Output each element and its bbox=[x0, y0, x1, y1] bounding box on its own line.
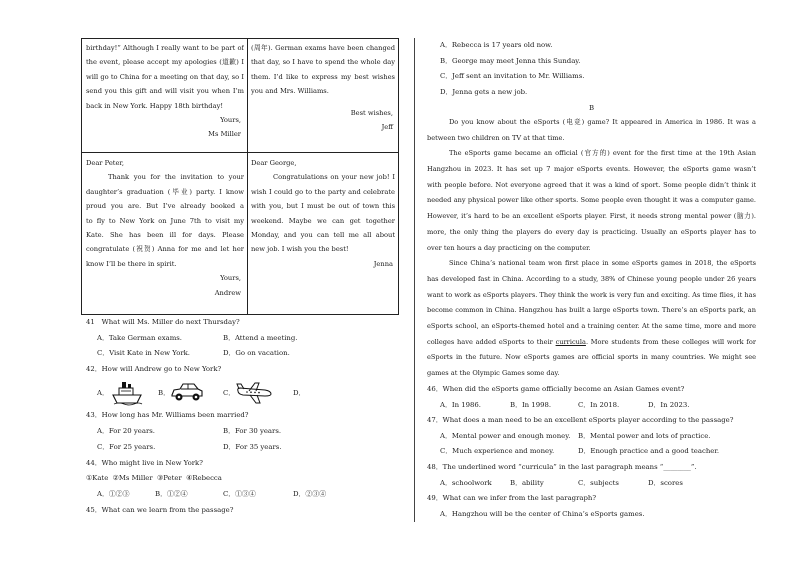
underlined-word-curricula: curricula bbox=[555, 337, 586, 346]
question-41-option-b[interactable]: B．Attend a meeting. bbox=[223, 334, 298, 342]
text-line: back in New York. Happy 18th birthday! bbox=[86, 101, 224, 110]
question-46-option-d[interactable]: D．In 2023. bbox=[648, 401, 690, 409]
passage-b-label: B bbox=[589, 104, 595, 112]
question-43-option-b[interactable]: B．For 30 years. bbox=[223, 427, 282, 435]
paragraph-3-line: eSports in the future. Now eSports games are official sports in many countries. We might see bbox=[427, 353, 756, 362]
text-line: you and Mrs. Williams. bbox=[251, 87, 329, 96]
question-44-option-d[interactable]: D．②③④ bbox=[293, 490, 327, 498]
question-45-stem: 45．What can we learn from the passage? bbox=[86, 506, 234, 514]
question-48-stem: 48．The underlined word “curricula” in the last paragraph means “________”. bbox=[427, 463, 697, 471]
text-line: send you this gift and will visit you when I’m bbox=[86, 87, 244, 96]
question-41-option-d[interactable]: D．Go on vacation. bbox=[223, 349, 290, 357]
question-45-option-a[interactable]: A．Rebecca is 17 years old now. bbox=[440, 41, 553, 49]
question-46-stem: 46．When did the eSports game officially become an Asian Games event? bbox=[427, 385, 685, 393]
text-run: colleges have added eSports to their bbox=[427, 337, 553, 346]
paragraph-2-line: more, the only thing the players do every day is practicing. Usually an eSports player has to bbox=[427, 227, 756, 236]
text-line: congratulate (祝贺) Anna for me and let her bbox=[86, 245, 244, 254]
letter-signature: Ms Miller bbox=[208, 130, 241, 139]
letter-signature: Jenna bbox=[373, 259, 393, 268]
table-vertical-rule bbox=[247, 39, 248, 314]
question-49-stem: 49．What can we infer from the last paragraph? bbox=[427, 494, 597, 502]
question-45-option-b[interactable]: B．George may meet Jenna this Sunday. bbox=[440, 57, 581, 65]
letter-cell-jeff bbox=[251, 41, 395, 134]
question-48-option-d[interactable]: D．scores bbox=[648, 479, 683, 487]
question-47-option-b[interactable]: B．Mental power and lots of practice. bbox=[578, 432, 711, 440]
passage-b-body bbox=[427, 115, 756, 382]
paragraph-2-line: Hangzhou in 2023. It has set up 7 major eSports events. However, the eSports game wasn’t bbox=[427, 165, 756, 174]
paragraph-3-line: become common in China. Hangzhou has built a large eSports town. There’s an eSports park, an bbox=[427, 306, 756, 315]
column-divider bbox=[414, 38, 415, 522]
letter-cell-jenna bbox=[251, 156, 395, 271]
question-48-option-c[interactable]: C．subjects bbox=[578, 479, 619, 487]
letter-cell-andrew bbox=[86, 156, 244, 300]
text-line: Thank you for the invitation to your bbox=[108, 173, 244, 182]
question-41-option-a[interactable]: A．Take German exams. bbox=[97, 334, 182, 342]
text-line: Monday, and you can tell me all about bbox=[251, 230, 395, 239]
paragraph-2-line: with people before. Not everyone agreed that it was a kind of sport. Some people didn’t think it bbox=[427, 180, 756, 189]
paragraph-2-line: over ten hours a day practicing on the computer. bbox=[427, 243, 591, 252]
text-line: wish I could go to the party and celebrate bbox=[251, 187, 395, 196]
question-47-stem: 47．What does a man need to be an excellent eSports player according to the passage? bbox=[427, 416, 734, 424]
text-line: (周年). German exams have been changed bbox=[251, 44, 395, 52]
paragraph-1-line: Do you know about the eSports (电竞) game? It appeared in America in 1986. It was a bbox=[449, 118, 756, 126]
text-line: weekend. Maybe we can get together bbox=[251, 216, 395, 225]
paragraph-1-line: between two children on TV at that time. bbox=[427, 133, 565, 142]
text-line: Kate. She has been ill for days. Please bbox=[86, 230, 244, 239]
paragraph-3-line: want to work as eSports players. They think the work is very fun and exciting. As time flies, it has bbox=[427, 290, 756, 299]
question-47-option-d[interactable]: D．Enough practice and a good teacher. bbox=[578, 447, 720, 455]
question-48-option-b[interactable]: B．ability bbox=[510, 479, 544, 487]
question-43-option-c[interactable]: C．For 25 years. bbox=[97, 443, 156, 451]
question-41-stem: 41 What will Ms. Miller do next Thursday? bbox=[86, 318, 240, 326]
text-line: to fly to New York on June 7th to visit my bbox=[86, 216, 244, 225]
question-42-option-d[interactable]: D． bbox=[293, 389, 306, 397]
question-42-option-b[interactable]: B． bbox=[158, 389, 170, 397]
text-line: them. I’d like to express my best wishes bbox=[251, 72, 395, 81]
question-43-stem: 43．How long has Mr. Williams been married? bbox=[86, 411, 249, 419]
question-44-option-c[interactable]: C．①③④ bbox=[223, 490, 256, 498]
car-icon bbox=[170, 381, 204, 403]
letter-closing: Best wishes, bbox=[350, 108, 393, 117]
question-44-stem: 44．Who might live in New York? bbox=[86, 459, 203, 467]
text-line: that day, so I have to spend the whole day bbox=[251, 58, 395, 67]
question-42-stem: 42．How will Andrew go to New York? bbox=[86, 365, 222, 373]
airplane-icon bbox=[235, 382, 273, 404]
letter-signature: Andrew bbox=[214, 288, 241, 297]
text-line: Congratulations on your new job! I bbox=[273, 173, 395, 182]
paragraph-2-line: However, it’s hard to be an excellent eSports player. First, it needs strong mental power (脑力). bbox=[427, 212, 756, 221]
paragraph-3-line bbox=[427, 335, 756, 351]
question-44-option-b[interactable]: B．①②④ bbox=[155, 490, 188, 498]
text-line: daughter’s graduation (毕业) party. I know bbox=[86, 187, 244, 196]
question-45-option-d[interactable]: D．Jenna gets a new job. bbox=[440, 88, 528, 96]
text-run: . More students from these colleges will work for bbox=[585, 337, 756, 346]
paragraph-2-line: The eSports game became an official (官方的) event for the first time at the 19th Asian bbox=[449, 149, 756, 158]
paragraph-3-line: games at the Olympic Games some day. bbox=[427, 369, 560, 378]
text-line: the event, please accept my apologies (道歉) I bbox=[86, 58, 244, 67]
question-44-choices: ①Kate ②Ms Miller ③Peter ④Rebecca bbox=[86, 474, 222, 482]
paragraph-3-line: has developed fast in China. According to a study, 38% of Chinese young people under 26 years bbox=[427, 274, 756, 283]
letter-greeting: Dear George, bbox=[251, 159, 297, 167]
ship-icon bbox=[111, 378, 143, 406]
question-46-option-b[interactable]: B．In 1998. bbox=[510, 401, 552, 409]
question-45-option-c[interactable]: C．Jeff sent an invitation to Mr. Williams. bbox=[440, 72, 585, 80]
letter-cell-miller bbox=[86, 41, 244, 142]
letter-closing: Yours, bbox=[220, 115, 241, 124]
question-49-option-a[interactable]: A．Hangzhou will be the center of China’s eSports games. bbox=[440, 510, 645, 518]
question-47-option-c[interactable]: C．Much experience and money. bbox=[440, 447, 555, 455]
question-47-option-a[interactable]: A．Mental power and enough money. bbox=[440, 432, 571, 440]
question-43-option-d[interactable]: D．For 35 years. bbox=[223, 443, 282, 451]
letter-signature: Jeff bbox=[381, 122, 393, 131]
question-42-option-c[interactable]: C． bbox=[223, 389, 236, 397]
text-line: birthday!” Although I really want to be part of bbox=[86, 44, 244, 52]
question-46-option-c[interactable]: C．In 2018. bbox=[578, 401, 620, 409]
question-44-option-a[interactable]: A．①②③ bbox=[97, 490, 130, 498]
text-line: know I’ll be there in spirit. bbox=[86, 259, 177, 268]
question-42-option-a[interactable]: A． bbox=[97, 389, 109, 397]
letter-greeting: Dear Peter, bbox=[86, 159, 125, 167]
question-48-option-a[interactable]: A．schoolwork bbox=[440, 479, 492, 487]
paragraph-2-line: needed any physical power like other sports. Some people even thought it was a computer game. bbox=[427, 196, 756, 205]
question-41-option-c[interactable]: C．Visit Kate in New York. bbox=[97, 349, 190, 357]
paragraph-3-line: eSports school, an eSports-themed hotel and a training center. At the same time, more and more bbox=[427, 321, 756, 330]
question-43-option-a[interactable]: A．For 20 years. bbox=[97, 427, 155, 435]
question-46-option-a[interactable]: A．In 1986. bbox=[440, 401, 481, 409]
text-line: proud you are. But I’ve already booked a bbox=[86, 202, 244, 211]
table-horizontal-rule bbox=[82, 152, 398, 153]
text-line: will go to China for a meeting on that day, so I bbox=[86, 72, 244, 81]
text-line: with you, but I must be out of town this bbox=[251, 202, 395, 211]
paragraph-3-line: Since China’s national team won first place in some eSports games in 2018, the eSports bbox=[449, 259, 756, 268]
letter-closing: Yours, bbox=[220, 274, 241, 283]
text-line: new job. I wish you the best! bbox=[251, 245, 349, 254]
